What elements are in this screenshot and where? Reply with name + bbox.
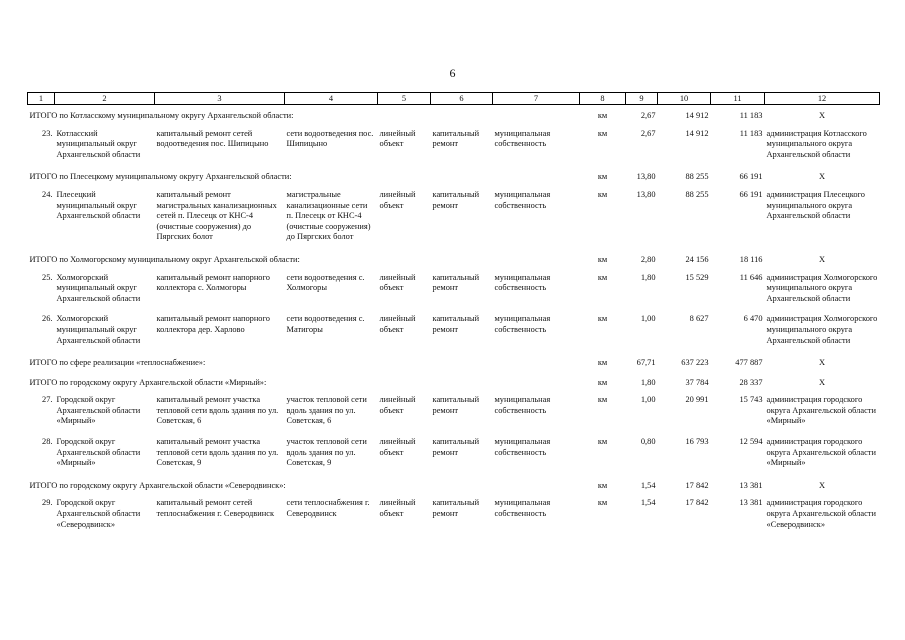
amount-cell: 637 223: [681, 358, 709, 368]
amount-cell: 477 887: [735, 358, 763, 368]
administration-cell: администрация городского округа Архангельской области «Мирный»: [766, 395, 876, 426]
length-cell: 13,80: [636, 172, 656, 182]
x-mark: Х: [818, 111, 826, 120]
municipality-cell: Холмогорский муниципальный округ Архангельской области: [56, 272, 141, 303]
column-number: 5: [378, 93, 431, 105]
administration-cell: администрация городского округа Архангельской области «Мирный»: [766, 437, 876, 468]
row-number: 26.: [42, 314, 53, 324]
object-name-cell: участок тепловой сети вдоль здания по ул. Советская, 6: [286, 395, 367, 426]
object-name-cell: сети теплоснабжения г. Северодвинск: [286, 498, 370, 519]
unit-cell: км: [597, 480, 608, 490]
unit-cell: км: [597, 254, 608, 264]
length-cell: 1,54: [640, 498, 656, 508]
unit-cell: км: [597, 358, 608, 368]
objects-table: [27, 92, 880, 536]
subtotal-label: ИТОГО по Котласскому муниципальному округу Архангельской области:: [29, 111, 294, 120]
unit-cell: км: [597, 314, 608, 324]
x-mark: Х: [818, 480, 826, 490]
amount-cell: 28 337: [739, 377, 763, 387]
amount-cell: 15 529: [685, 272, 709, 282]
ownership-cell: муниципальная собственность: [494, 395, 551, 415]
amount-cell: 66 191: [739, 172, 763, 182]
amount-cell: 24 156: [685, 254, 709, 264]
amount-cell: 11 646: [739, 272, 763, 282]
amount-cell: 14 912: [685, 111, 709, 120]
column-number: 7: [493, 93, 580, 105]
row-number: 25.: [42, 272, 53, 282]
work-name-cell: капитальный ремонт участка тепловой сети вдоль здания по ул. Советская, 9: [156, 437, 279, 468]
amount-cell: 37 784: [685, 377, 709, 387]
work-name-cell: капитальный ремонт магистральных канализационных сетей п. Плесецк от КНС-4 (очистные сооружения) до Пяргских болот: [156, 189, 277, 242]
administration-cell: администрация городского округа Архангельской области «Северодвинск»: [766, 498, 876, 529]
table-row: [28, 494, 880, 536]
length-cell: 2,67: [640, 111, 656, 120]
object-name-cell: сети водоотведения с. Матигоры: [286, 314, 365, 334]
ownership-cell: муниципальная собственность: [494, 189, 551, 210]
x-mark: Х: [818, 358, 826, 368]
subtotal-label: ИТОГО по Холмогорскому муниципальному округ Архангельской области:: [29, 254, 300, 264]
column-number: 10: [658, 93, 711, 105]
object-type-cell: линейный объект: [379, 128, 416, 149]
subtotal-row: [28, 352, 880, 372]
amount-cell: 20 991: [685, 395, 709, 405]
amount-cell: 17 842: [685, 480, 709, 490]
subtotal-row: [28, 475, 880, 495]
length-cell: 13,80: [636, 189, 656, 199]
municipality-cell: Плесецкий муниципальный округ Архангельской области: [56, 189, 141, 221]
column-number: 1: [28, 93, 55, 105]
subtotal-row: [28, 249, 880, 269]
x-mark: Х: [818, 254, 826, 264]
work-name-cell: капитальный ремонт сетей теплоснабжения г. Северодвинск: [156, 498, 275, 519]
length-cell: 1,00: [640, 314, 656, 324]
object-type-cell: линейный объект: [379, 189, 416, 210]
x-mark: Х: [818, 377, 826, 387]
subtotal-label: ИТОГО по Плесецкому муниципальному округу Архангельской области:: [29, 172, 292, 182]
work-name-cell: капитальный ремонт участка тепловой сети вдоль здания по ул. Советская, 6: [156, 395, 279, 426]
unit-cell: км: [597, 272, 608, 282]
unit-cell: км: [597, 437, 608, 447]
length-cell: 67,71: [636, 358, 656, 368]
ownership-cell: муниципальная собственность: [494, 498, 551, 519]
municipality-cell: Котласский муниципальный округ Архангельской области: [56, 128, 141, 159]
object-type-cell: линейный объект: [379, 395, 416, 415]
work-type-cell: капитальный ремонт: [432, 128, 480, 149]
work-name-cell: капитальный ремонт напорного коллектора дер. Харлово: [156, 314, 270, 334]
amount-cell: 6 470: [743, 314, 763, 324]
amount-cell: 8 627: [689, 314, 709, 324]
amount-cell: 88 255: [685, 172, 709, 182]
amount-cell: 14 912: [685, 128, 709, 138]
table-row: [28, 391, 880, 433]
work-type-cell: капитальный ремонт: [432, 437, 480, 457]
unit-cell: км: [597, 189, 608, 199]
municipality-cell: Холмогорский муниципальный округ Архангельской области: [56, 314, 141, 345]
column-number: 6: [431, 93, 493, 105]
object-type-cell: линейный объект: [379, 437, 416, 457]
amount-cell: 88 255: [685, 189, 709, 199]
amount-cell: 16 793: [685, 437, 709, 447]
row-number: 23.: [42, 128, 53, 138]
subtotal-row: [28, 166, 880, 186]
object-name-cell: сети водоотведения с. Холмогоры: [286, 272, 365, 293]
unit-cell: км: [597, 111, 608, 120]
work-name-cell: капитальный ремонт сетей водоотведения пос. Шипицыно: [156, 128, 269, 149]
amount-cell: 17 842: [685, 498, 709, 508]
work-type-cell: капитальный ремонт: [432, 272, 480, 293]
subtotal-row: [28, 105, 880, 125]
object-name-cell: участок тепловой сети вдоль здания по ул. Советская, 9: [286, 437, 367, 468]
object-name-cell: сети водоотведения пос. Шипицыно: [286, 128, 374, 149]
work-type-cell: капитальный ремонт: [432, 498, 480, 519]
column-number: 2: [55, 93, 155, 105]
subtotal-label: ИТОГО по сфере реализации «теплоснабжение»:: [29, 358, 206, 368]
ownership-cell: муниципальная собственность: [494, 314, 551, 334]
administration-cell: администрация Холмогорского муниципального округа Архангельской области: [766, 272, 878, 303]
administration-cell: администрация Холмогорского муниципального округа Архангельской области: [766, 314, 878, 345]
table-row: [28, 125, 880, 167]
x-mark: Х: [818, 172, 826, 182]
column-number: 11: [711, 93, 765, 105]
column-number: 8: [580, 93, 626, 105]
municipality-cell: Городской округ Архангельской области «Северодвинск»: [56, 498, 141, 529]
object-type-cell: линейный объект: [379, 314, 416, 334]
work-type-cell: капитальный ремонт: [432, 189, 480, 210]
row-number: 28.: [42, 437, 53, 447]
ownership-cell: муниципальная собственность: [494, 437, 551, 457]
row-number: 29.: [42, 498, 53, 508]
work-type-cell: капитальный ремонт: [432, 314, 480, 334]
amount-cell: 13 381: [739, 480, 763, 490]
page-number: 6: [449, 66, 456, 80]
unit-cell: км: [597, 377, 608, 387]
object-type-cell: линейный объект: [379, 272, 416, 293]
unit-cell: км: [597, 128, 608, 138]
length-cell: 0,80: [640, 437, 656, 447]
ownership-cell: муниципальная собственность: [494, 272, 551, 293]
row-number: 27.: [42, 395, 53, 405]
unit-cell: км: [597, 172, 608, 182]
table-row: [28, 186, 880, 249]
table-row: [28, 310, 880, 352]
municipality-cell: Городской округ Архангельской области «Мирный»: [56, 395, 141, 426]
column-number: 4: [285, 93, 378, 105]
row-number: 24.: [42, 189, 53, 199]
subtotal-row: [28, 372, 880, 392]
object-name-cell: магистральные канализационные сети п. Плесецк от КНС-4 (очистные сооружения) до Пяргских болот: [286, 189, 371, 242]
amount-cell: 18 116: [739, 254, 763, 264]
table-row: [28, 269, 880, 311]
administration-cell: администрация Плесецкого муниципального округа Архангельской области: [766, 189, 865, 221]
amount-cell: 11 183: [739, 111, 763, 120]
work-type-cell: капитальный ремонт: [432, 395, 480, 415]
subtotal-label: ИТОГО по городскому округу Архангельской области «Мирный»:: [29, 377, 267, 387]
unit-cell: км: [597, 498, 608, 508]
municipality-cell: Городской округ Архангельской области «Мирный»: [56, 437, 141, 468]
amount-cell: 66 191: [739, 189, 763, 199]
length-cell: 1,00: [640, 395, 656, 405]
column-number-row: [28, 93, 880, 105]
amount-cell: 13 381: [739, 498, 763, 508]
unit-cell: км: [597, 395, 608, 405]
table-row: [28, 433, 880, 475]
subtotal-label: ИТОГО по городскому округу Архангельской области «Северодвинск»:: [29, 480, 286, 490]
column-number: 12: [765, 93, 880, 105]
length-cell: 2,80: [640, 254, 656, 264]
column-number: 3: [155, 93, 285, 105]
amount-cell: 12 594: [739, 437, 763, 447]
amount-cell: 15 743: [739, 395, 763, 405]
length-cell: 1,54: [640, 480, 656, 490]
work-name-cell: капитальный ремонт напорного коллектора с. Холмогоры: [156, 272, 270, 293]
length-cell: 1,80: [640, 377, 656, 387]
object-type-cell: линейный объект: [379, 498, 416, 519]
amount-cell: 11 183: [739, 128, 763, 138]
administration-cell: администрация Котласского муниципального округа Архангельской области: [766, 128, 867, 159]
length-cell: 1,80: [640, 272, 656, 282]
ownership-cell: муниципальная собственность: [494, 128, 551, 149]
column-number: 9: [626, 93, 658, 105]
length-cell: 2,67: [640, 128, 656, 138]
